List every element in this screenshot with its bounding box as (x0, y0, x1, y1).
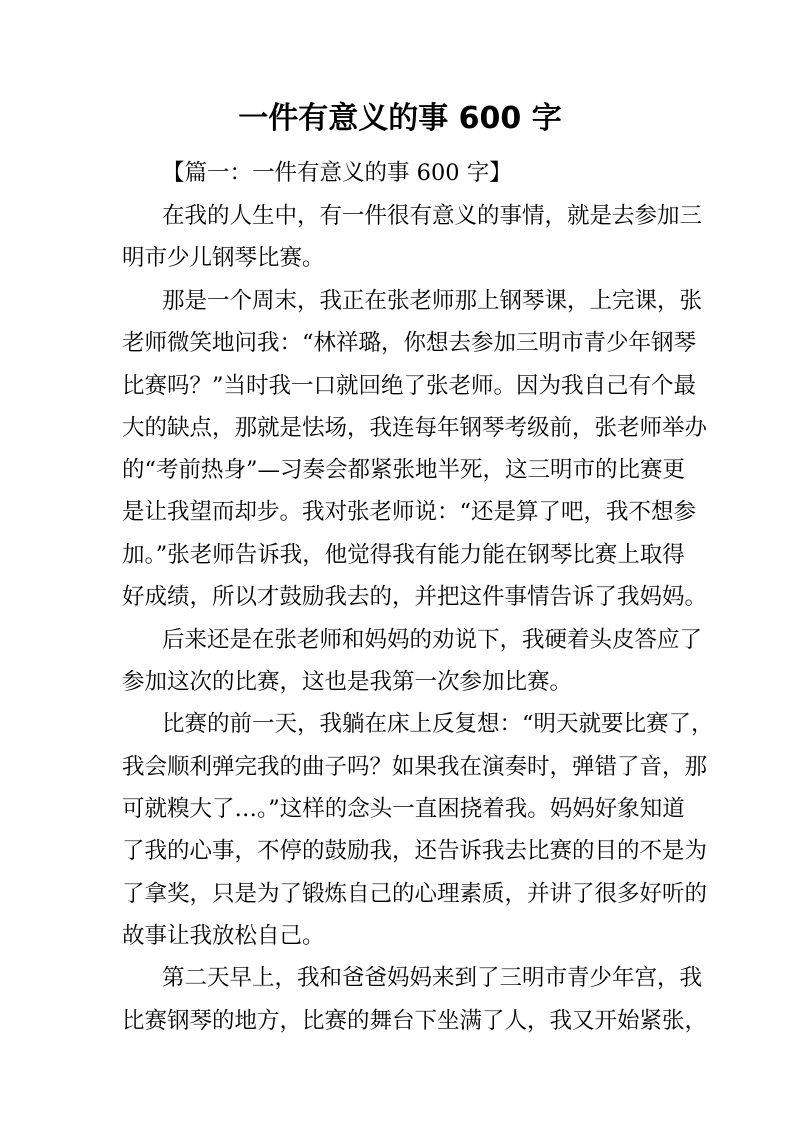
document-title: 一件有意义的事 600 字 (238, 101, 562, 136)
paragraph-2-line-1: 那是一个周末，我正在张老师那上钢琴课，上完课，张 (162, 288, 703, 314)
paragraph-4-line-4: 了我的心事，不停的鼓励我，还告诉我去比赛的目的不是为 (122, 838, 708, 864)
paragraph-2-line-5: 的“考前热身”—习奏会都紧张地半死，这三明市的比赛更 (122, 457, 686, 483)
paragraph-2-line-7: 加。”张老师告诉我，他觉得我有能力能在钢琴比赛上取得 (122, 542, 685, 568)
paragraph-3-line-2: 参加这次的比赛，这也是我第一次参加比赛。 (122, 669, 573, 695)
paragraph-2-line-6: 是让我望而却步。我对张老师说：“还是算了吧，我不想参 (122, 499, 697, 525)
section-heading: 【篇一：一件有意义的事 600 字】 (162, 160, 512, 186)
paragraph-4-line-2: 我会顺利弹完我的曲子吗？如果我在演奏时，弹错了音，那 (122, 754, 708, 780)
paragraph-1-line-2: 明市少儿钢琴比赛。 (122, 245, 325, 271)
paragraph-5-line-2: 比赛钢琴的地方，比赛的舞台下坐满了人，我又开始紧张， (122, 1008, 708, 1034)
paragraph-4-line-6: 故事让我放松自己。 (122, 923, 325, 949)
paragraph-1-line-1: 在我的人生中，有一件很有意义的事情，就是去参加三 (162, 203, 703, 229)
paragraph-2-line-2: 老师微笑地问我：“林祥璐，你想去参加三明市青少年钢琴 (122, 330, 697, 356)
paragraph-3-line-1: 后来还是在张老师和妈妈的劝说下，我硬着头皮答应了 (162, 627, 703, 653)
paragraph-4-line-5: 了拿奖，只是为了锻炼自己的心理素质，并讲了很多好听的 (122, 881, 708, 907)
paragraph-2-line-8: 好成绩，所以才鼓励我去的，并把这件事情告诉了我妈妈。 (122, 584, 708, 610)
paragraph-5-line-1: 第二天早上，我和爸爸妈妈来到了三明市青少年宫，我 (162, 965, 703, 991)
paragraph-4-line-3: 可就糗大了…。”这样的念头一直困挠着我。妈妈好象知道 (122, 796, 685, 822)
paragraph-2-line-4: 大的缺点，那就是怯场，我连每年钢琴考级前，张老师举办 (122, 415, 708, 441)
paragraph-2-line-3: 比赛吗？”当时我一口就回绝了张老师。因为我自己有个最 (122, 373, 697, 399)
paragraph-4-line-1: 比赛的前一天，我躺在床上反复想：“明天就要比赛了， (162, 711, 714, 737)
